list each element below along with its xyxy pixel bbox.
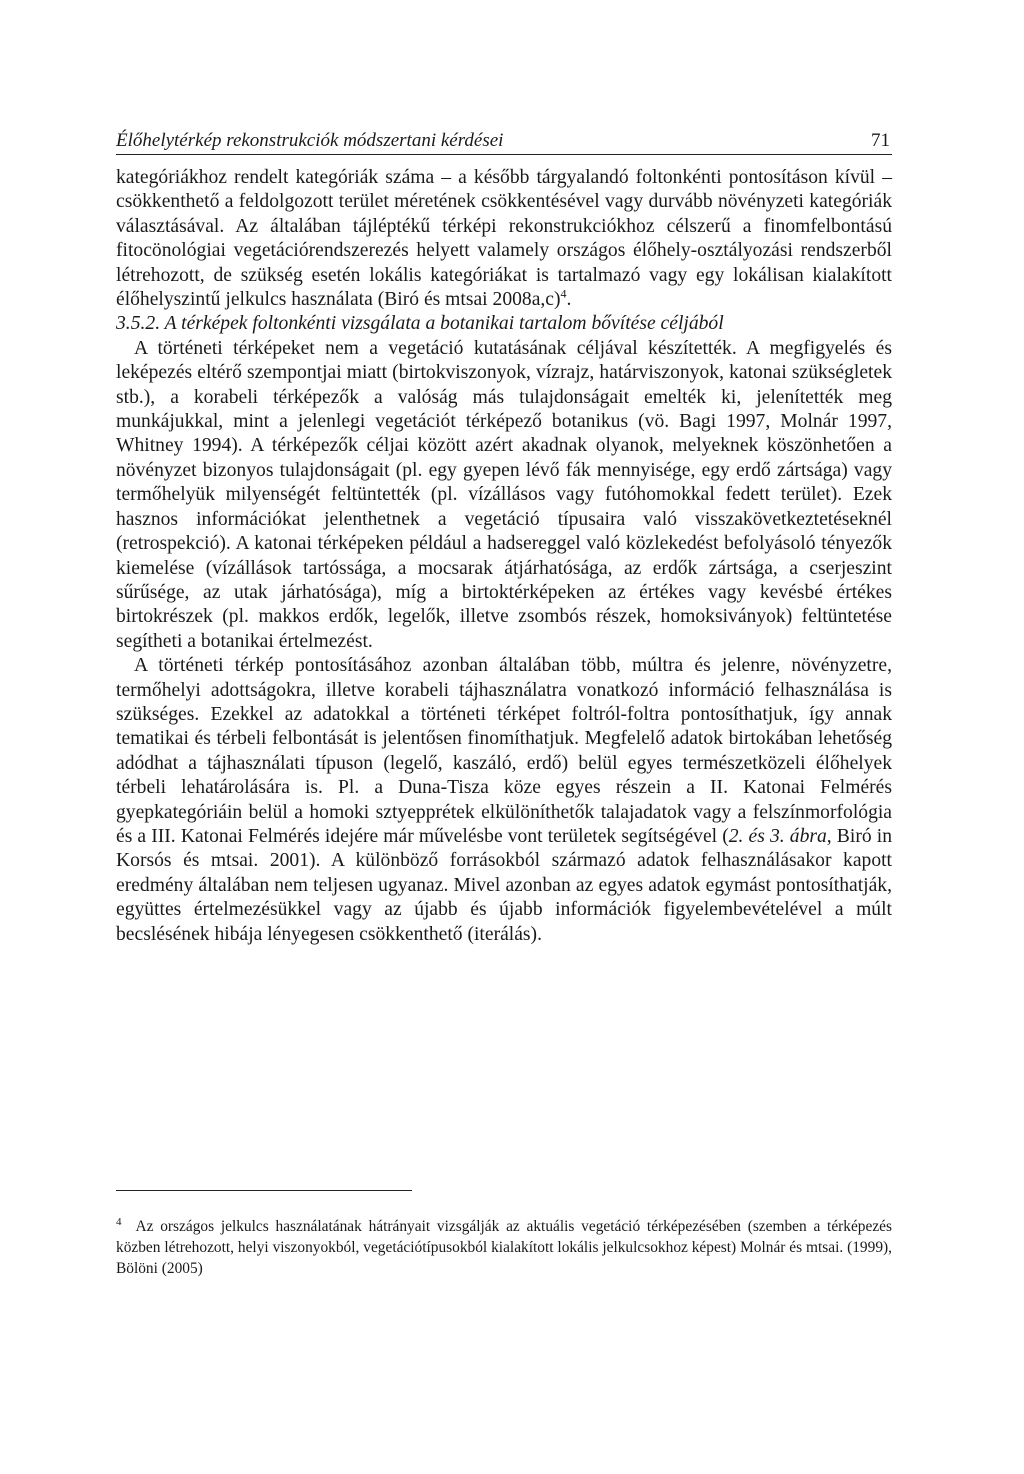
section-heading: 3.5.2. A térképek foltonkénti vizsgálata a botanikai tartalom bővítése céljából xyxy=(116,313,724,335)
paragraph-1-end: . xyxy=(566,289,572,311)
figure-reference: 2. és 3. ábra xyxy=(728,825,827,847)
footnote-reference[interactable]: 4 xyxy=(560,286,567,301)
paragraph-3 xyxy=(116,654,892,947)
paragraph-3-text-a: A történeti térkép pontosításához azonban általában több, múltra és jelenre, növényzetre, termőhelyi adottságokra, illetve korabeli tájhasználatra vonatkozó információ felhasználása is szükséges. Ezekkel az adatokkal a történeti térképet foltról-foltra pontosíthatjuk, így annak tematikai és térbeli felbontását is jelentősen finomíthatjuk. Megfelelő adatok birtokában lehetőség adódhat a tájhasználati típuson (legelő, kaszáló, erdő) belül egyes természetközeli élőhelyek térbeli lehatárolására is. Pl. a Duna-Tisza köze egyes részein a II. Katonai Felmérés gyepkategóriáin belül a homoki sztyepprétek elkülöníthetők talajadatok vagy a felszínmorfológia és a III. Katonai Felmérés idejére már művelésbe vont területek segítségével ( xyxy=(116,655,892,847)
footnote-separator xyxy=(116,1190,412,1191)
footnote xyxy=(116,1216,892,1279)
paragraph-3-text-b: , Biró in Korsós és mtsai. 2001). A különböző forrásokból származó adatok felhasználásakor kapott eredmény általában nem teljesen ugyanaz. Mivel azonban az egyes adatok egymást pontosíthatják, együttes értelmezésükkel vagy az újabb és újabb információk figyelembevételével a múlt becslésének hibája lényegesen csökkenthető (iterálás). xyxy=(116,825,892,945)
paragraph-2: A történeti térképeket nem a vegetáció kutatásának céljával készítették. A megfigyelés és leképezés eltérő szempontjai miatt (birtokviszonyok, vízrajz, határviszonyok, katonai szükségletek stb.), a korabeli térképezők a valóság más tulajdonságait emelték ki, jelenítették meg munkájukkal, mint a jelenlegi vegetációt térképező botanikus (vö. Bagi 1997, Molnár 1997, Whitney 1994). A térképezők céljai között azért akadnak olyanok, melyeknek köszönhetően a növényzet bizonyos tulajdonságait (pl. egy gyepen lévő fák mennyisége, egy erdő zártsága) vagy termőhelyük milyenségét feltüntették (pl. vízállásos vagy futóhomokkal fedett terület). Ezek hasznos információkat jelenthetnek a vegetáció típusaira való visszakövetkeztetéseknél (retrospekció). A katonai térképeken például a hadsereggel való közlekedést befolyásoló tényezők kiemelése (vízállások tartóssága, a mocsarak átjárhatósága, az erdők zártsága, a cserjeszint sűrűsége, az utak járhatósága), míg a birtoktérképeken az értékes vagy kevésbé értékes birtokrészek (pl. makkos erdők, legelők, illetve zsombós részek, homoksiványok) feltüntetése segítheti a botanikai értelmezést. xyxy=(116,337,892,652)
running-header xyxy=(116,130,892,155)
page-number: 71 xyxy=(871,130,890,151)
paragraph-1-text: kategóriákhoz rendelt kategóriák száma – a később tárgyalandó foltonkénti pontosításon kívül – csökkenthető a feldolgozott terület méretének csökkentésével vagy durvább növényzeti kategóriák választásával. Az általában tájléptékű térképi rekonstrukciókhoz célszerű a finomfelbontású fitocönológiai vegetációrendszerezés helyett valamely országos élőhely-osztályozási rendszerből létrehozott, de szükség esetén lokális kategóriákat is tartalmazó vagy egy lokálisan kialakított élőhelyszintű jelkulcs használata (Biró és mtsai 2008a,c) xyxy=(116,167,892,311)
footnote-text: Az országos jelkulcs használatának hátrányait vizsgálják az aktuális vegetáció térképezésében (szemben a térképezés közben létrehozott, helyi viszonyokból, vegetációtípusokból kialakított lokális jelkulcsokhoz képest) Molnár és mtsai. (1999), Bölöni (2005) xyxy=(116,1218,892,1277)
running-title: Élőhelytérkép rekonstrukciók módszertani kérdései xyxy=(116,130,504,151)
footnote-mark: 4 xyxy=(116,1215,122,1228)
paragraph-1 xyxy=(116,166,892,312)
body-text xyxy=(116,166,892,947)
